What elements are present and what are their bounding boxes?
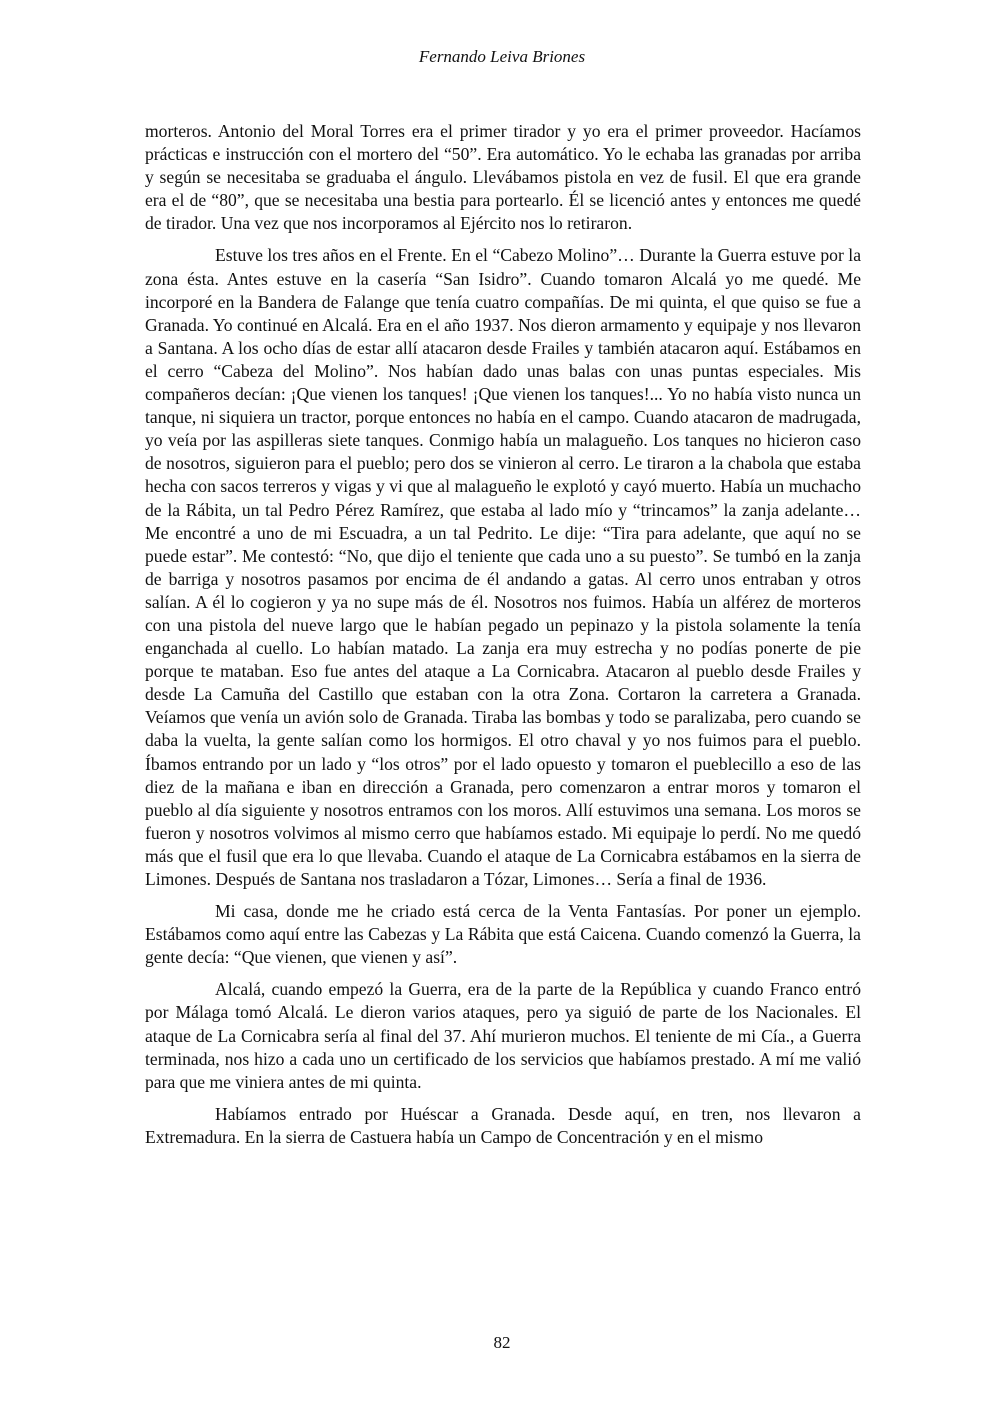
paragraph-5: Habíamos entrado por Huéscar a Granada. Desde aquí, en tren, nos llevaron a Extremadura. En la sierra de Castuera había un Campo de Concentración y en el mismo — [145, 1103, 861, 1147]
paragraph-2: Estuve los tres años en el Frente. En el “Cabezo Molino”… Durante la Guerra estuve por la zona ésta. Antes estuve en la casería “San Isidro”. Cuando tomaron Alcalá yo me quedé. Me incorporé en la Bandera de Falange que tenía cuatro compañías. De mi quinta, el que quiso se fue a Granada. Yo continué en Alcalá. Era en el año 1937. Nos dieron armamento y equipaje y nos llevaron a Santana. A los ocho días de estar allí atacaron desde Frailes y también atacaron aquí. Estábamos en el cerro “Cabeza del Molino”. Nos habían dado unas balas con unas puntas especiales. Mis compañeros decían: ¡Que vienen los tanques! ¡Que vienen los tanques!... Yo no había visto nunca un tanque, ni siquiera un tractor, porque entonces no había en el campo. Cuando atacaron de madrugada, yo veía por las aspilleras siete tanques. Conmigo había un malagueño. Los tanques no hicieron caso de nosotros, siguieron para el pueblo; pero dos se vinieron al cerro. Le tiraron a la chabola que estaba hecha con sacos terreros y vigas y vi que al malagueño le explotó y cayó muerto. Había un muchacho de la Rábita, un tal Pedro Pérez Ramírez, que estaba al lado mío y “trincamos” la zanja adelante… Me encontré a uno de mi Escuadra, a un tal Pedrito. Le dije: “Tira para adelante, que aquí no se puede estar”. Me contestó: “No, que dijo el teniente que cada uno a su puesto”. Se tumbó en la zanja de barriga y nosotros pasamos por encima de él andando a gatas. Al cerro unos entraban y otros salían. A él lo cogieron y ya no supe más de él. Nosotros nos fuimos. Había un alférez de morteros con una pistola del nueve largo que le habían pegado un pepinazo y la pistola solamente la tenía enganchada al cuello. Lo habían matado. La zanja era muy estrecha y no podías ponerte de pie porque te mataban. Eso fue antes del ataque a La Cornicabra. Atacaron al pueblo desde Frailes y desde La Camuña del Castillo que estaban con la otra Zona. Cortaron la carretera a Granada. Veíamos que venía un avión solo de Granada. Tiraba las bombas y todo se paralizaba, pero cuando se daba la vuelta, la gente salían como los hormigos. El otro chaval y yo nos fuimos para el pueblo. Íbamos entrando por un lado y “los otros” por el lado opuesto y tomaron el pueblecillo a eso de las diez de la mañana e iban en dirección a Granada, pero comenzaron a entrar moros y tomaron el pueblo al día siguiente y nosotros entramos con los moros. Allí estuvimos una semana. Los moros se fueron y nosotros volvimos al mismo cerro que habíamos estado. Mi equipaje lo perdí. No me quedó más que el fusil que era lo que llevaba. Cuando el ataque de La Cornicabra estábamos en la sierra de Limones. Después de Santana nos trasladaron a Tózar, Limones… Sería a final de 1936. — [145, 245, 861, 889]
paragraph-1: morteros. Antonio del Moral Torres era el primer tirador y yo era el primer proveedor. Hacíamos prácticas e instrucción con el mortero del “50”. Era automático. Yo le echaba las granadas por arriba y según se necesitaba se graduaba el ángulo. Llevábamos pistola en vez de fusil. El que era grande era el de “80”, que se necesitaba una bestia para portearlo. Él se licenció antes y entonces me quedé de tirador. Una vez que nos incorporamos al Ejército nos lo retiraron. — [145, 121, 861, 234]
running-header-author: Fernando Leiva Briones — [418, 47, 586, 66]
body-text — [145, 120, 861, 1158]
page-number: 82 — [493, 1333, 511, 1352]
paragraph-4: Alcalá, cuando empezó la Guerra, era de la parte de la República y cuando Franco entró por Málaga tomó Alcalá. Le dieron varios ataques, pero ya siguió de parte de los Nacionales. El ataque de La Cornicabra sería al final del 37. Ahí murieron muchos. El teniente de mi Cía., a Guerra terminada, nos hizo a cada uno un certificado de los servicios que habíamos prestado. A mí me valió para que me viniera antes de mi quinta. — [145, 979, 861, 1092]
paragraph-3: Mi casa, donde me he criado está cerca de la Venta Fantasías. Por poner un ejemplo. Estábamos como aquí entre las Cabezas y La Rábita que está Caicena. Cuando comenzó la Guerra, la gente decía: “Que vienen, que vienen y así”. — [145, 901, 861, 968]
